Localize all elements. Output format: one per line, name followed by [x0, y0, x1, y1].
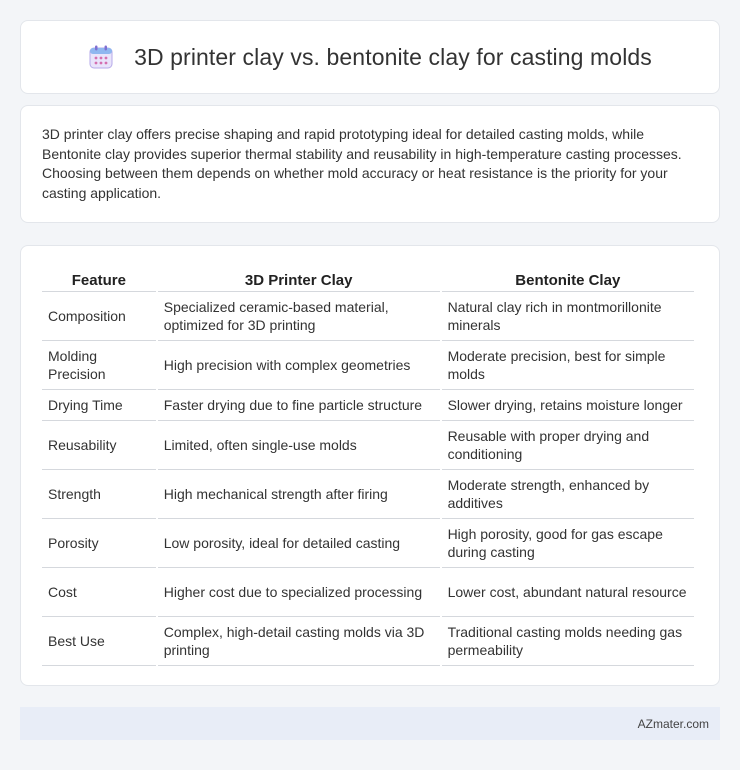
row-bentonite-clay: Natural clay rich in montmorillonite minerals	[442, 292, 694, 341]
title-card	[20, 20, 720, 94]
summary-text: 3D printer clay offers precise shaping and rapid prototyping ideal for detailed casting molds, while Bentonite clay provides superior thermal stability and reusability in high-temperature casting processes. Choosing between them depends on whether mold accuracy or heat resistance is the priority for your casting application.	[42, 126, 682, 201]
table-row	[42, 292, 694, 341]
comparison-table-card	[20, 245, 720, 686]
table-row	[42, 617, 694, 666]
row-3d-printer-clay: Low porosity, ideal for detailed casting	[158, 519, 440, 568]
header-feature: Feature	[42, 265, 156, 292]
row-bentonite-clay: Lower cost, abundant natural resource	[442, 568, 694, 617]
table-row	[42, 568, 694, 617]
row-3d-printer-clay: High mechanical strength after firing	[158, 470, 440, 519]
row-feature: Strength	[42, 470, 156, 519]
row-3d-printer-clay: Higher cost due to specialized processing	[158, 568, 440, 617]
header-3d-printer-clay: 3D Printer Clay	[158, 265, 440, 292]
row-bentonite-clay: Reusable with proper drying and conditioning	[442, 421, 694, 470]
row-3d-printer-clay: Complex, high-detail casting molds via 3D printing	[158, 617, 440, 666]
row-bentonite-clay: Traditional casting molds needing gas permeability	[442, 617, 694, 666]
row-bentonite-clay: Slower drying, retains moisture longer	[442, 390, 694, 421]
table-row	[42, 519, 694, 568]
row-feature: Molding Precision	[42, 341, 156, 390]
calendar-icon	[88, 44, 114, 70]
row-feature: Porosity	[42, 519, 156, 568]
footer-bar	[20, 707, 720, 740]
row-bentonite-clay: Moderate precision, best for simple molds	[442, 341, 694, 390]
row-feature: Reusability	[42, 421, 156, 470]
row-bentonite-clay: Moderate strength, enhanced by additives	[442, 470, 694, 519]
row-3d-printer-clay: Faster drying due to fine particle structure	[158, 390, 440, 421]
table-header-row	[42, 265, 694, 292]
table-row	[42, 470, 694, 519]
table-row	[42, 341, 694, 390]
page-title: 3D printer clay vs. bentonite clay for casting molds	[134, 43, 652, 70]
row-3d-printer-clay: High precision with complex geometries	[158, 341, 440, 390]
row-feature: Composition	[42, 292, 156, 341]
row-3d-printer-clay: Limited, often single-use molds	[158, 421, 440, 470]
summary-card	[20, 105, 720, 223]
table-row	[42, 390, 694, 421]
comparison-table	[40, 265, 696, 666]
header-bentonite-clay: Bentonite Clay	[442, 265, 694, 292]
row-feature: Cost	[42, 568, 156, 617]
row-feature: Drying Time	[42, 390, 156, 421]
row-feature: Best Use	[42, 617, 156, 666]
row-3d-printer-clay: Specialized ceramic-based material, optimized for 3D printing	[158, 292, 440, 341]
footer-brand[interactable]: AZmater.com	[637, 716, 709, 731]
row-bentonite-clay: High porosity, good for gas escape during casting	[442, 519, 694, 568]
table-row	[42, 421, 694, 470]
